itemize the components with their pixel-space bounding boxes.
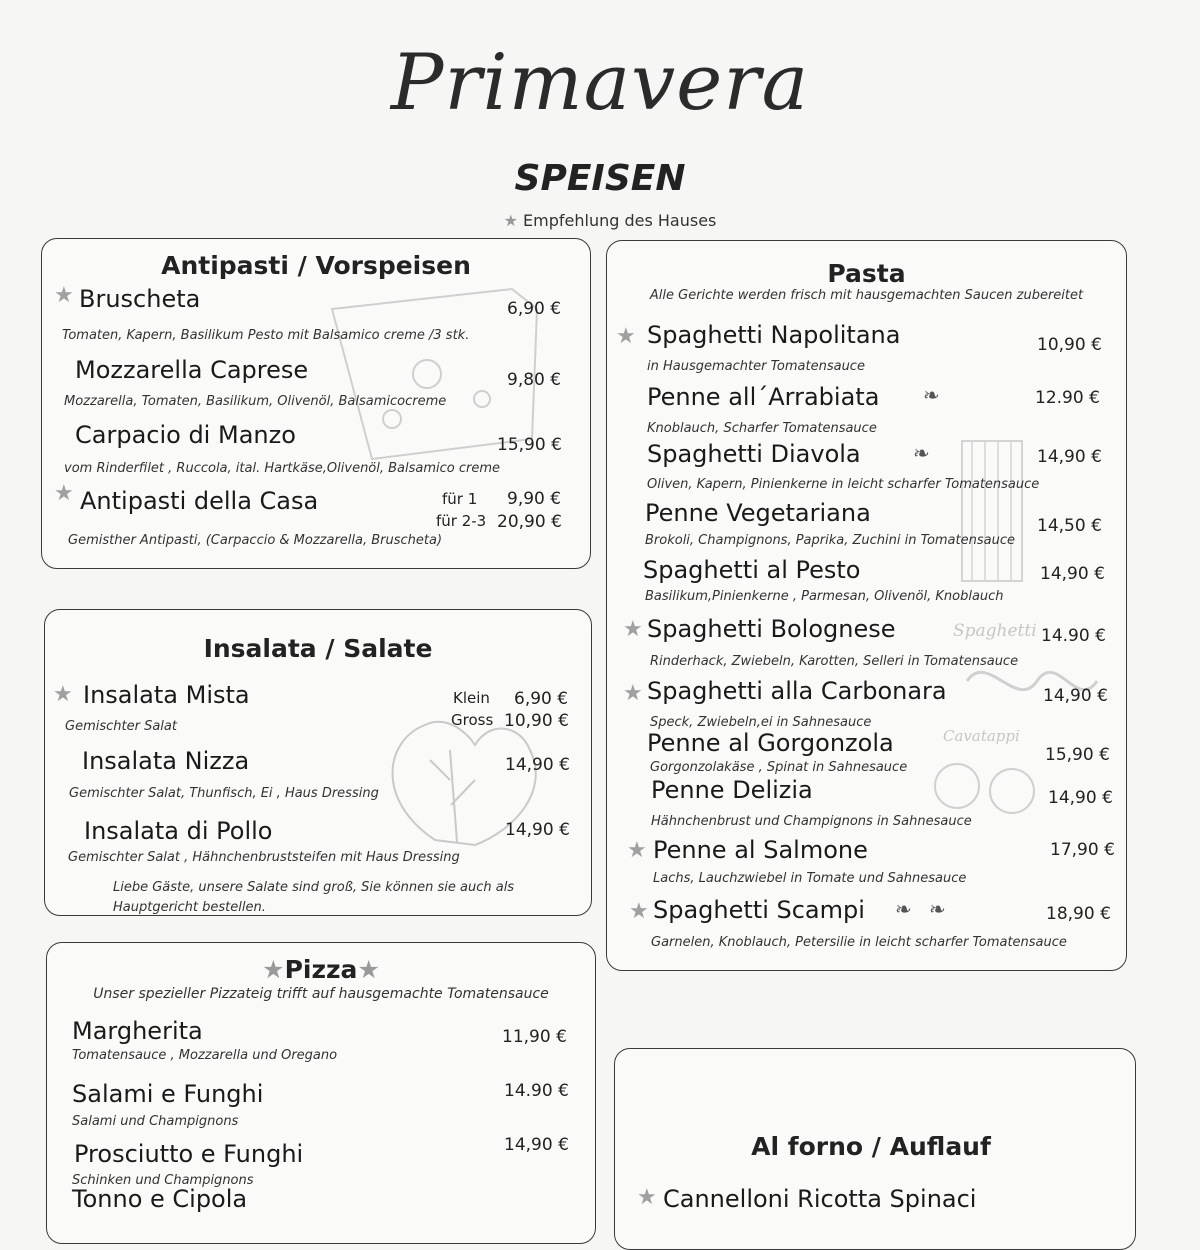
dish-name: Spaghetti Napolitana: [647, 321, 901, 349]
dish-price: 14.90 €: [504, 1081, 569, 1101]
dish-price: 9,90 €: [507, 489, 562, 509]
portion-size: für 1: [442, 490, 478, 508]
legend-text: Empfehlung des Hauses: [523, 211, 717, 230]
portion-size: Klein: [453, 689, 490, 707]
salate-section: [44, 609, 592, 916]
dish-name: Penne Delizia: [651, 776, 813, 804]
dish-description: Knoblauch, Scharfer Tomatensauce: [647, 421, 877, 436]
dish-description: Gemischter Salat: [65, 719, 177, 734]
dish-price: 10,90 €: [1037, 335, 1102, 355]
dish-description: Hähnchenbrust und Champignons in Sahnesauce: [651, 814, 972, 829]
dish-name: Bruscheta: [79, 285, 201, 313]
star-icon: ★: [262, 955, 285, 984]
dish-price: 14,90 €: [505, 755, 570, 775]
dish-description: Gorgonzolakäse , Spinat in Sahnesauce: [650, 760, 908, 775]
forno-section: [614, 1048, 1136, 1250]
dish-price: 18,90 €: [1046, 904, 1111, 924]
dish-name: Spaghetti Diavola: [647, 440, 861, 468]
pizza-title-row: [47, 955, 595, 984]
dish-description: Garnelen, Knoblauch, Petersilie in leicht scharfer Tomatensauce: [651, 935, 1067, 950]
dish-name: Penne all´Arrabiata: [647, 383, 880, 411]
salate-note: Liebe Gäste, unsere Salate sind groß, Sie können sie auch als: [113, 880, 515, 895]
dish-description: Gemischter Salat , Hähnchenbruststeifen mit Haus Dressing: [68, 850, 460, 865]
dish-description: Gemischter Salat, Thunfisch, Ei , Haus Dressing: [69, 786, 379, 801]
pasta-deco-word: Cavatappi: [943, 727, 1020, 745]
star-icon: ★: [616, 324, 636, 349]
chili-icon: ❧: [923, 383, 940, 407]
dish-price: 14,90 €: [1048, 788, 1113, 808]
dish-price: 17,90 €: [1050, 840, 1115, 860]
dish-name: Antipasti della Casa: [80, 487, 319, 515]
pasta-title: Pasta: [827, 259, 906, 288]
dish-name: Spaghetti al Pesto: [643, 556, 861, 584]
star-icon: ★: [627, 838, 647, 863]
pizza-section: [46, 942, 596, 1244]
dish-price: 12.90 €: [1035, 388, 1100, 408]
portion-size: für 2-3: [436, 512, 487, 530]
dish-name: Mozzarella Caprese: [75, 356, 309, 384]
dish-price: 14,90 €: [1037, 447, 1102, 467]
dish-description: Speck, Zwiebeln,ei in Sahnesauce: [650, 715, 872, 730]
star-icon: ★: [54, 481, 74, 506]
dish-price: 10,90 €: [504, 711, 569, 731]
dish-name: Insalata di Pollo: [84, 817, 273, 845]
pasta-section: [606, 240, 1127, 971]
dish-price: 11,90 €: [502, 1027, 567, 1047]
forno-title: Al forno / Auflauf: [751, 1132, 991, 1161]
dish-price: 14,90 €: [505, 820, 570, 840]
chili-icon: ❧: [913, 441, 930, 465]
star-icon: ★: [54, 283, 74, 308]
chili-icon: ❧: [895, 897, 912, 921]
pasta-deco-word: Spaghetti: [953, 621, 1037, 641]
dish-description: Tomatensauce , Mozzarella und Oregano: [72, 1048, 338, 1063]
dish-description: Brokoli, Champignons, Paprika, Zuchini in Tomatensauce: [645, 533, 1015, 548]
dish-name: Carpacio di Manzo: [75, 421, 296, 449]
dish-price: 20,90 €: [497, 512, 562, 532]
salate-note: Hauptgericht bestellen.: [113, 900, 266, 915]
dish-price: 6,90 €: [507, 299, 562, 319]
dish-name: Salami e Funghi: [72, 1080, 264, 1108]
antipasti-title: Antipasti / Vorspeisen: [161, 251, 471, 280]
dish-name: Insalata Mista: [83, 681, 250, 709]
dish-description: Mozzarella, Tomaten, Basilikum, Olivenöl, Balsamicocreme: [64, 394, 447, 409]
dish-name: Spaghetti alla Carbonara: [647, 677, 947, 705]
dish-price: 14,90 €: [1040, 564, 1105, 584]
dish-name: Penne al Salmone: [653, 836, 868, 864]
antipasti-section: [41, 238, 591, 569]
pasta-note: Alle Gerichte werden frisch mit hausgemachten Saucen zubereitet: [649, 288, 1084, 303]
dish-description: Gemisther Antipasti, (Carpaccio & Mozzarella, Bruscheta): [68, 533, 443, 548]
dish-description: Salami und Champignons: [72, 1114, 239, 1129]
recommendation-legend: [0, 211, 1200, 230]
restaurant-name: Primavera: [390, 38, 810, 128]
dish-price: 14.90 €: [1041, 626, 1106, 646]
dish-name: Cannelloni Ricotta Spinaci: [663, 1185, 977, 1213]
dish-name: Spaghetti Bolognese: [647, 615, 896, 643]
dish-description: Lachs, Lauchzwiebel in Tomate und Sahnesauce: [653, 871, 967, 886]
dish-name: Penne Vegetariana: [645, 499, 871, 527]
dish-description: Schinken und Champignons: [72, 1173, 254, 1188]
star-icon: ★: [623, 617, 643, 642]
star-icon: ★: [623, 681, 643, 706]
dish-description: vom Rinderfilet , Ruccola, ital. Hartkäse,Olivenöl, Balsamico creme: [64, 461, 501, 476]
dish-price: 9,80 €: [507, 370, 562, 390]
portion-size: Gross: [451, 711, 494, 729]
dish-price: 15,90 €: [1045, 745, 1110, 765]
dish-name: Tonno e Cipola: [72, 1185, 248, 1213]
dish-description: Oliven, Kapern, Pinienkerne in leicht scharfer Tomatensauce: [647, 477, 1040, 492]
star-icon: ★: [53, 682, 73, 707]
star-icon: ★: [503, 211, 518, 230]
dish-name: Insalata Nizza: [82, 747, 250, 775]
dish-name: Prosciutto e Funghi: [74, 1140, 304, 1168]
pizza-note: Unser spezieller Pizzateig trifft auf hausgemachte Tomatensauce: [93, 986, 549, 1002]
dish-price: 6,90 €: [514, 689, 569, 709]
dish-price: 14,50 €: [1037, 516, 1102, 536]
dish-name: Margherita: [72, 1017, 203, 1045]
dish-price: 15,90 €: [497, 435, 562, 455]
star-icon: ★: [637, 1185, 657, 1210]
dish-description: in Hausgemachter Tomatensauce: [647, 359, 865, 374]
dish-name: Spaghetti Scampi: [653, 896, 865, 924]
chili-icon: ❧: [929, 897, 946, 921]
star-icon: ★: [629, 899, 649, 924]
dish-description: Rinderhack, Zwiebeln, Karotten, Selleri in Tomatensauce: [650, 654, 1019, 669]
salate-title: Insalata / Salate: [203, 634, 433, 663]
dish-price: 14,90 €: [504, 1135, 569, 1155]
pizza-title: Pizza: [284, 955, 358, 984]
dish-price: 14,90 €: [1043, 686, 1108, 706]
dish-name: Penne al Gorgonzola: [647, 729, 894, 757]
star-icon: ★: [357, 955, 380, 984]
dish-description: Tomaten, Kapern, Basilikum Pesto mit Balsamico creme /3 stk.: [62, 328, 470, 343]
dish-description: Basilikum,Pinienkerne , Parmesan, Olivenöl, Knoblauch: [645, 589, 1004, 604]
menu-subtitle: SPEISEN: [514, 158, 686, 199]
